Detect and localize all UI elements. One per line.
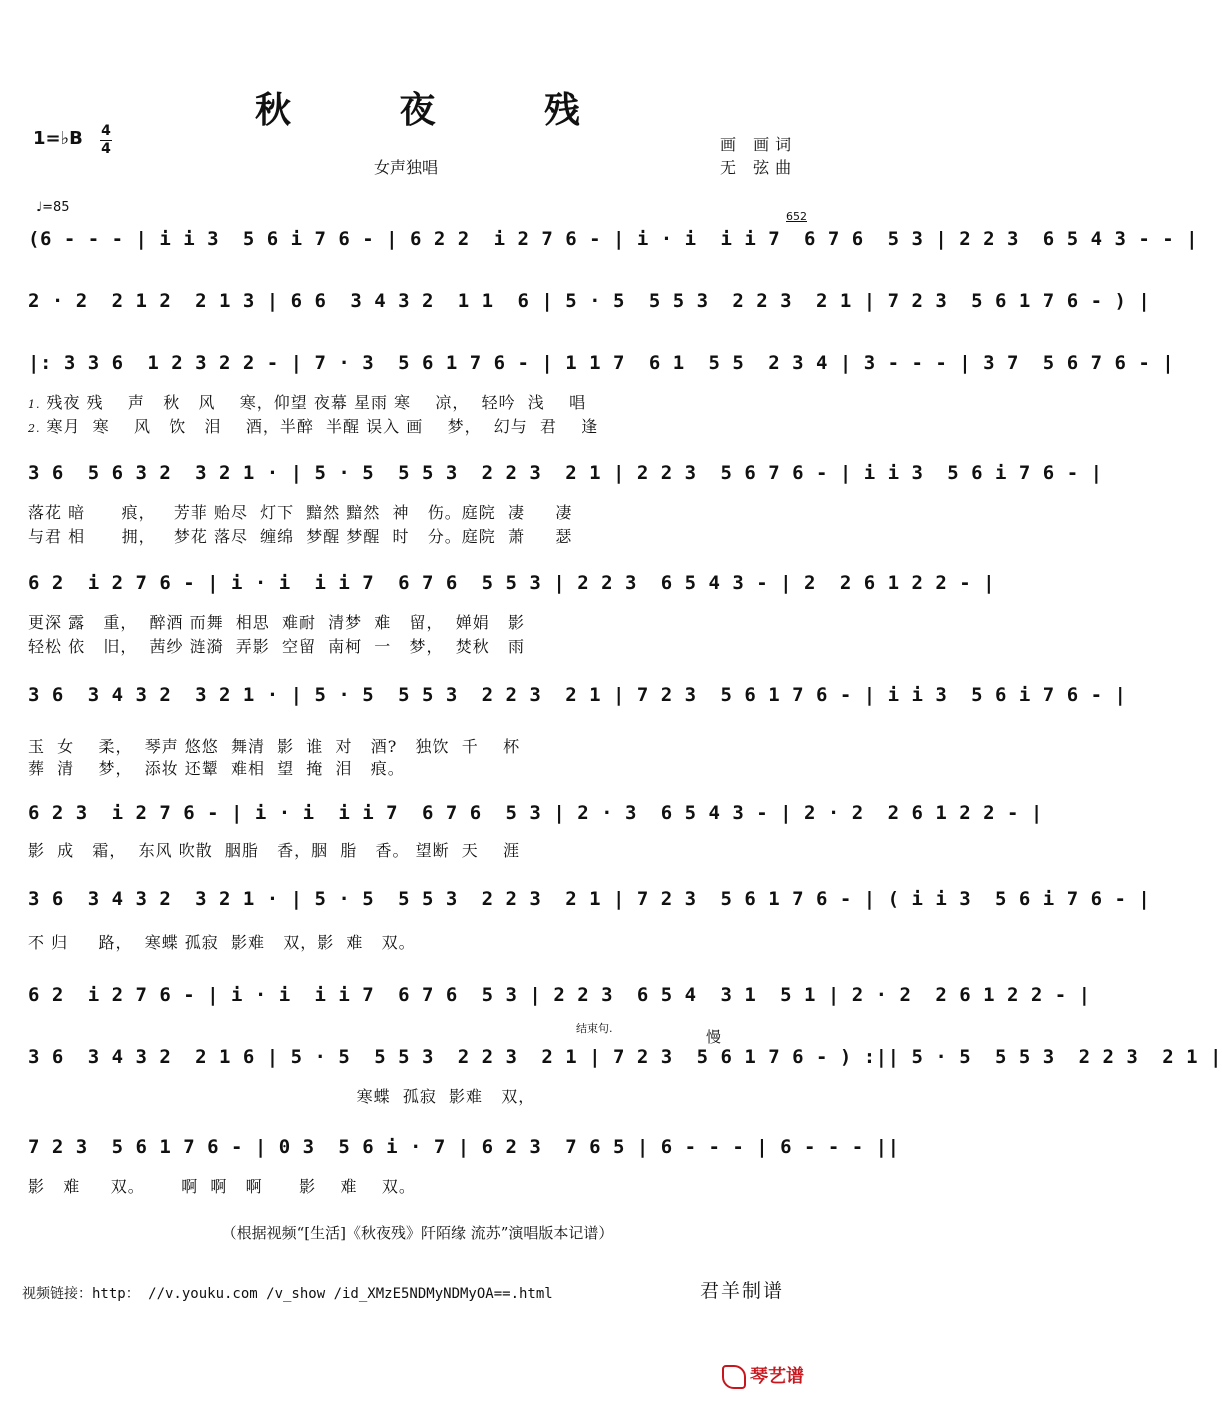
score-row-6 — [28, 678, 1127, 778]
performance-type: 女声独唱 — [374, 158, 439, 177]
video-link-url[interactable]: http： //v.youku.com /v_show /id_XMzE5NDMyNDMyOA==.html — [92, 1286, 553, 1302]
lyric-verse-1: 影 成 霜， 东风 吹散 胭脂 香，胭 脂 香。 望断 天 涯 — [28, 841, 521, 860]
notation-line: 3 6 3 4 3 2 2 1 6 | 5 · 5 5 5 3 2 2 3 2 1 | 7 2 3 5 6 1 7 6 - ) :|| 5 · 5 5 5 3 2 2 3 2 1 | — [28, 1046, 1222, 1068]
score-row-11 — [28, 1130, 900, 1200]
score-row-7 — [28, 796, 1043, 866]
notation-line: 6 2 i 2 7 6 - | i · i i i 7 6 7 6 5 5 3 | 2 2 3 6 5 4 3 - | 2 2 6 1 2 2 - | — [28, 572, 996, 594]
meter-bottom: 4 — [101, 141, 111, 157]
notation-line: 3 6 5 6 3 2 3 2 1 · | 5 · 5 5 5 3 2 2 3 2 1 | 2 2 3 5 6 7 6 - | i i 3 5 6 i 7 6 - | — [28, 462, 1103, 484]
score-row-5 — [28, 566, 996, 656]
lyric-verse-1: 1. 残夜 残 声 秋 风 寒，仰望 夜幕 星雨 寒 凉， 轻吟 浅 唱 — [28, 393, 587, 412]
notation-line: 6 2 3 i 2 7 6 - | i · i i i 7 6 7 6 5 3 | 2 · 3 6 5 4 3 - | 2 · 2 2 6 1 2 2 - | — [28, 802, 1043, 824]
transcriber-signature: 君羊制谱 — [700, 1280, 785, 1302]
lyric-verse-1: 寒蝶 孤寂 影难 双， — [28, 1087, 536, 1106]
lyric-text: 寒月 寒 风 饮 泪 酒，半醉 半醒 误入 画 梦， 幻与 君 逢 — [46, 417, 599, 436]
lyric-verse-1: 玉 女 柔， 琴声 悠悠 舞清 影 谁 对 酒? 独饮 千 杯 — [28, 737, 521, 756]
lyric-text: 残夜 残 声 秋 风 寒，仰望 夜幕 星雨 寒 凉， 轻吟 浅 唱 — [46, 393, 587, 412]
song-title: 秋 夜 残 — [254, 89, 629, 131]
score-row-4 — [28, 456, 1103, 546]
notation-line: (6 - - - | i i 3 5 6 i 7 6 - | 6 2 2 i 2 7 6 - | i · i i i 7 6 7 6 5 3 | 2 2 3 6 5 4 3 - - | — [28, 228, 1199, 250]
lyric-verse-1: 不 归 路， 寒蝶 孤寂 影难 双，影 难 双。 — [28, 933, 416, 952]
lyric-verse-2: 轻松 依 旧， 茜纱 涟漪 弄影 空留 南柯 一 梦， 焚秋 雨 — [28, 637, 525, 656]
video-link-label: 视频链接： — [22, 1286, 92, 1302]
lyricist-credit: 画 画词 — [720, 135, 798, 154]
score-row-8 — [28, 882, 1151, 952]
tempo-mark: ♩=85 — [36, 200, 70, 215]
ending-marker: 结束句. — [576, 1022, 613, 1035]
key-signature: 1=♭B — [33, 128, 83, 149]
logo-text: 琴艺谱 — [750, 1366, 804, 1387]
notation-line: |: 3 3 6 1 2 3 2 2 - | 7 · 3 5 6 1 7 6 - | 1 1 7 6 1 5 5 2 3 4 | 3 - - - | 3 7 5 6 7 6 - | — [28, 352, 1175, 374]
notation-line: 3 6 3 4 3 2 3 2 1 · | 5 · 5 5 5 3 2 2 3 2 1 | 7 2 3 5 6 1 7 6 - | ( i i 3 5 6 i 7 6 - | — [28, 888, 1151, 910]
notation-line: 7 2 3 5 6 1 7 6 - | 0 3 5 6 i · 7 | 6 2 3 7 6 5 | 6 - - - | 6 - - - || — [28, 1136, 900, 1158]
notation-line: 2 · 2 2 1 2 2 1 3 | 6 6 3 4 3 2 1 1 6 | 5 · 5 5 5 3 2 2 3 2 1 | 7 2 3 5 6 1 7 6 - ) | — [28, 290, 1151, 312]
grace-note: 652 — [786, 210, 807, 223]
tempo-marker: 慢 — [706, 1028, 722, 1046]
meter-top: 4 — [101, 123, 111, 139]
transcription-note: （根据视频“[生活]《秋夜残》阡陌缘 流苏”演唱版本记谱） — [221, 1224, 614, 1242]
notation-line: 6 2 i 2 7 6 - | i · i i i 7 6 7 6 5 3 | 2 2 3 6 5 4 3 1 5 1 | 2 · 2 2 6 1 2 2 - | — [28, 984, 1091, 1006]
score-row-3 — [28, 346, 1175, 436]
site-logo[interactable] — [722, 1362, 804, 1389]
lyric-verse-2: 与君 相 拥， 梦花 落尽 缠绵 梦醒 梦醒 时 分。庭院 萧 瑟 — [28, 527, 573, 546]
video-link[interactable] — [22, 1283, 553, 1303]
score-row-9 — [28, 980, 1091, 1020]
score-row-1 — [28, 210, 1199, 262]
lyric-verse-1: 影 难 双。 啊 啊 啊 影 难 双。 — [28, 1177, 416, 1196]
lyric-verse-1: 更深 露 重， 醉酒 而舞 相思 难耐 清梦 难 留， 婵娟 影 — [28, 613, 525, 632]
lyric-verse-2: 2. 寒月 寒 风 饮 泪 酒，半醉 半醒 误入 画 梦， 幻与 君 逢 — [28, 417, 599, 436]
time-signature — [100, 124, 112, 157]
lyric-verse-2: 葬 清 梦， 添妆 还颦 难相 望 掩 泪 痕。 — [28, 759, 405, 778]
lyric-verse-1: 落花 暗 痕， 芳菲 贻尽 灯下 黯然 黯然 神 伤。庭院 凄 凄 — [28, 503, 573, 522]
logo-icon — [722, 1365, 746, 1389]
notation-line: 3 6 3 4 3 2 3 2 1 · | 5 · 5 5 5 3 2 2 3 2 1 | 7 2 3 5 6 1 7 6 - | i i 3 5 6 i 7 6 - | — [28, 684, 1127, 706]
score-row-2 — [28, 284, 1151, 324]
score-row-10 — [28, 1020, 1222, 1110]
composer-credit: 无 弦曲 — [720, 158, 798, 177]
